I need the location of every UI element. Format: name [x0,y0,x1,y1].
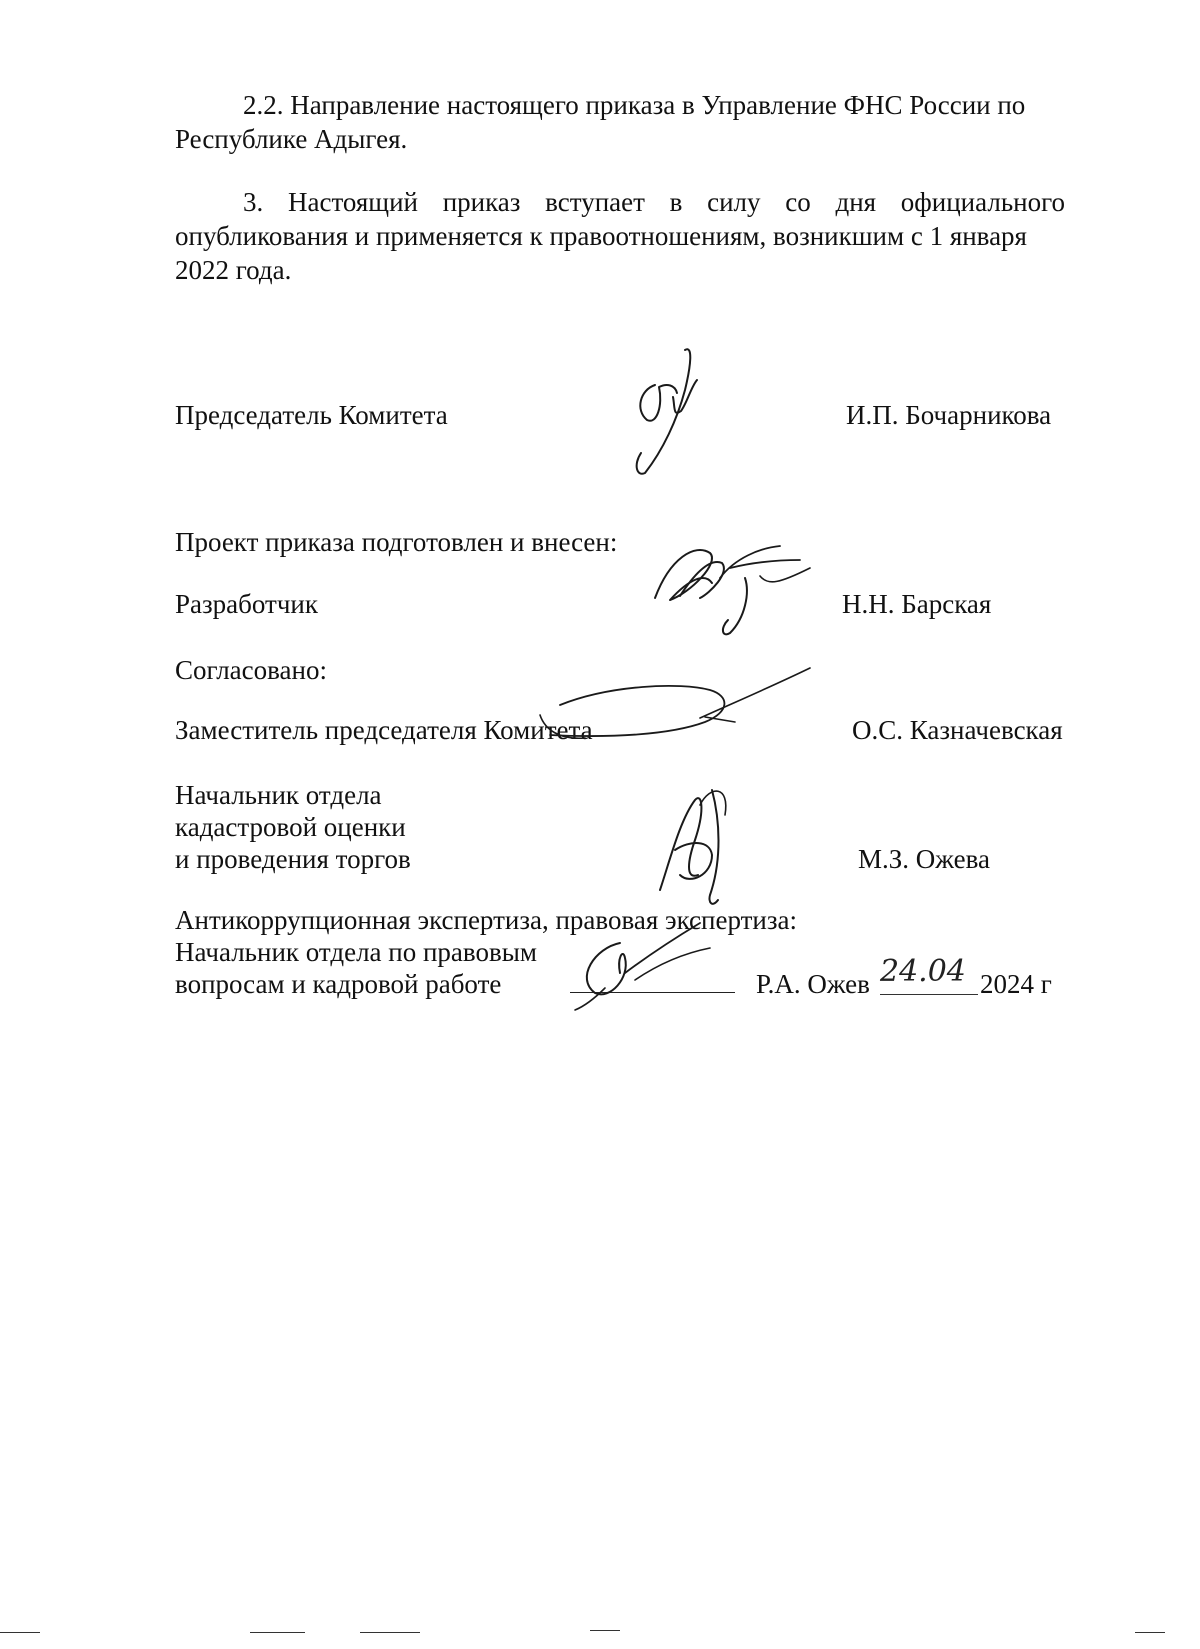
legal-head-position-line1: Начальник отдела по правовым [175,937,537,967]
scan-artifact [360,1632,420,1633]
scan-artifact [0,1632,40,1633]
scan-artifact [1135,1632,1165,1633]
agreed-header: Согласовано: [175,655,327,685]
legal-head-signature [565,918,740,1013]
deputy-name: О.С. Казначевская [852,715,1063,745]
chairman-name: И.П. Бочарникова [846,400,1052,430]
expertise-header: Антикоррупционная экспертиза, правовая экспертиза: [175,905,798,935]
legal-head-name: Р.А. Ожев [756,969,870,999]
paragraph-3-line2: опубликования и применяется к правоотношениям, возникшим с 1 января [175,221,1027,251]
year-suffix: 2024 г [980,969,1052,999]
scan-artifact [590,1630,620,1631]
chairman-signature [615,345,725,480]
dept-head-position-line2: кадастровой оценки [175,812,406,842]
date-line [880,994,978,995]
developer-name: Н.Н. Барская [842,589,992,619]
chairman-position: Председатель Комитета [175,400,448,430]
deputy-position: Заместитель председателя Комитета [175,715,593,745]
dept-head-position-line3: и проведения торгов [175,844,411,874]
dept-head-signature [640,780,750,910]
paragraph-3-line1: 3. Настоящий приказ вступает в силу со дня официального [243,187,1065,217]
developer-position: Разработчик [175,589,318,619]
dept-head-position-line1: Начальник отдела [175,780,382,810]
developer-signature [650,538,820,643]
dept-head-name: М.З. Ожева [858,844,990,874]
prepared-header: Проект приказа подготовлен и внесен: [175,527,618,557]
paragraph-2-2-line1: 2.2. Направление настоящего приказа в Управление ФНС России по [243,90,1026,120]
handwritten-date: 24.04 [880,954,966,989]
paragraph-3-line3: 2022 года. [175,255,292,285]
paragraph-2-2-line2: Республике Адыгея. [175,124,408,154]
scan-artifact [250,1632,305,1633]
deputy-signature [530,660,820,755]
legal-head-position-line2: вопросам и кадровой работе [175,969,502,999]
